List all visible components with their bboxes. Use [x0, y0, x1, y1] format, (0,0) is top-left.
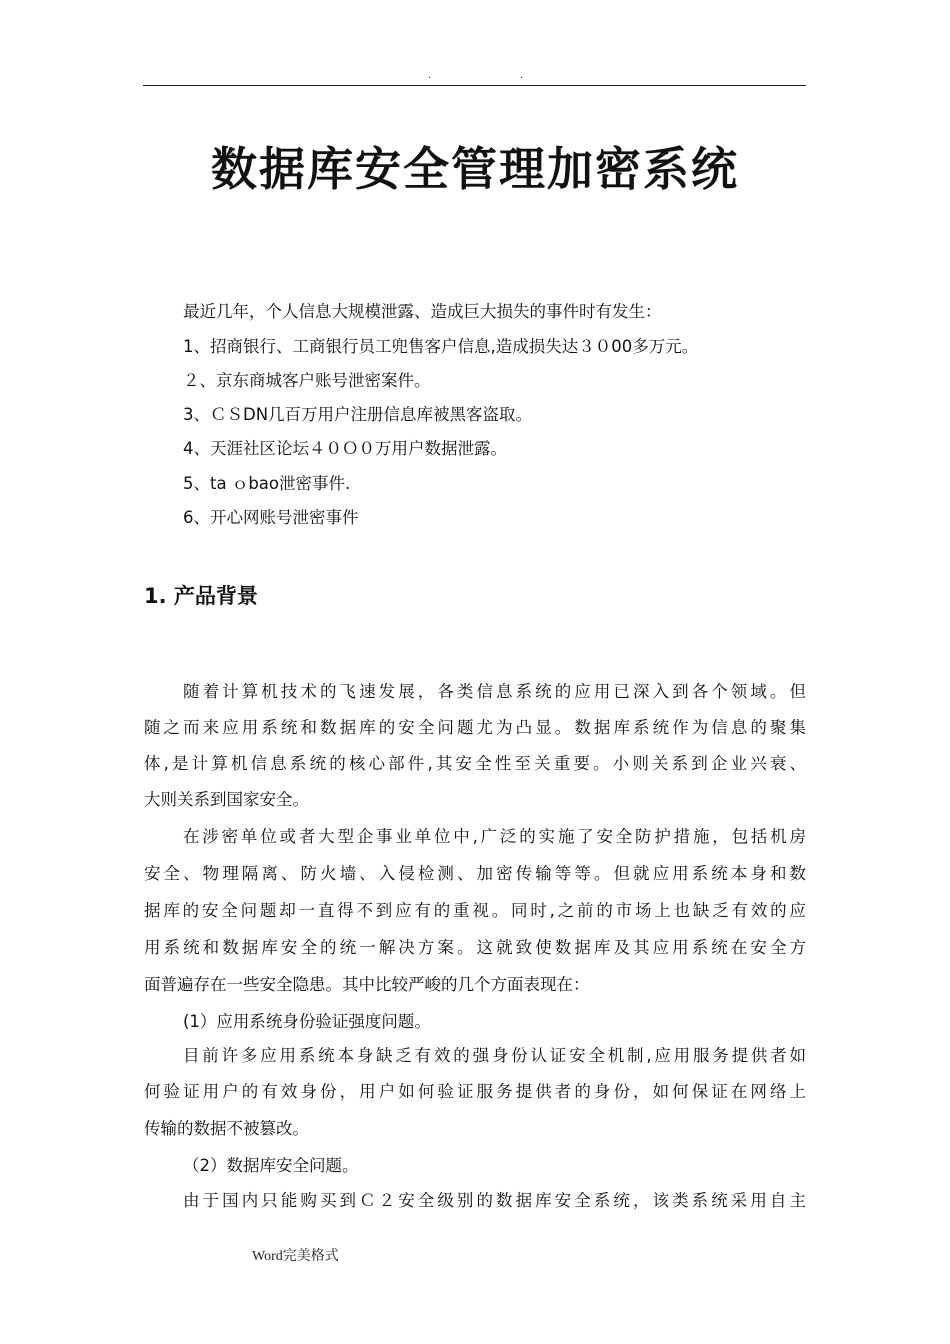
intro-line: ２、京东商城客户账号泄密案件。	[183, 371, 431, 390]
intro-line: 1、招商银行、工商银行员工兜售客户信息,造成损失达３０00多万元。	[183, 337, 699, 356]
body-line: (1）应用系统身份验证强度问题。	[183, 1012, 431, 1031]
header-dot-right: .	[520, 70, 524, 81]
intro-line: 4、天涯社区论坛４０Ｏ０万用户数据泄露。	[183, 439, 507, 458]
body-line: 用系统和数据库安全的统一解决方案。这就致使数据库及其应用系统在安全方	[144, 938, 806, 957]
body-line: 大则关系到国家安全。	[144, 790, 309, 809]
body-line: 面普遍存在一些安全隐患。其中比较严峻的几个方面表现在：	[144, 975, 590, 994]
page-footer: Word完美格式	[252, 1249, 339, 1264]
body-line: （2）数据库安全问题。	[183, 1156, 359, 1175]
header-dot-left: .	[428, 70, 432, 81]
intro-line: 最近几年，个人信息大规模泄露、造成巨大损失的事件时有发生：	[183, 302, 662, 321]
body-line: 在涉密单位或者大型企事业单位中,广泛的实施了安全防护措施，包括机房	[183, 827, 806, 846]
header-rule	[143, 85, 806, 86]
body-line: 何验证用户的有效身份，用户如何验证服务提供者的身份，如何保证在网络上	[144, 1082, 806, 1101]
body-line: 传输的数据不被篡改。	[144, 1119, 309, 1138]
section-heading: 1. 产品背景	[144, 584, 258, 608]
body-line: 据库的安全问题却一直得不到应有的重视。同时,之前的市场上也缺乏有效的应	[144, 901, 806, 920]
body-line: 随着计算机技术的飞速发展，各类信息系统的应用已深入到各个领域。但	[183, 682, 806, 701]
body-line: 目前许多应用系统本身缺乏有效的强身份认证安全机制,应用服务提供者如	[183, 1046, 806, 1065]
document-title: 数据库安全管理加密系统	[211, 142, 739, 196]
body-line: 体,是计算机信息系统的核心部件,其安全性至关重要。小则关系到企业兴衰、	[144, 754, 806, 773]
intro-line: 6、开心网账号泄密事件	[183, 508, 359, 527]
intro-line: 5、ta ｏbao泄密事件.	[183, 474, 351, 493]
body-line: 随之而来应用系统和数据库的安全问题尤为凸显。数据库系统作为信息的聚集	[144, 718, 806, 737]
intro-line: 3、ＣＳDN几百万用户注册信息库被黑客盗取。	[183, 405, 533, 424]
body-line: 由于国内只能购买到Ｃ２安全级别的数据库安全系统，该类系统采用自主	[183, 1191, 806, 1210]
body-line: 安全、物理隔离、防火墙、入侵检测、加密传输等等。但就应用系统本身和数	[144, 864, 806, 883]
